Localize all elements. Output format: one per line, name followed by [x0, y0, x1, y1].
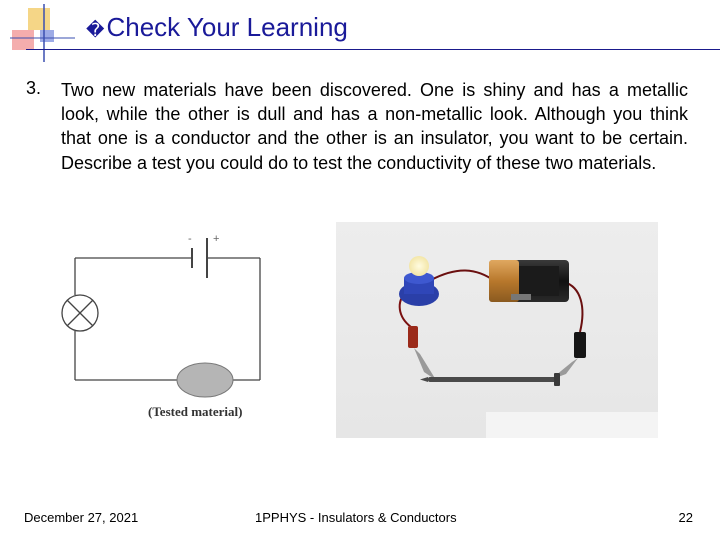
tested-material-shape [177, 363, 233, 397]
footer-page-number: 22 [678, 510, 693, 525]
decorative-corner-squares [0, 0, 75, 62]
slide-title [86, 12, 348, 43]
title-bullet-icon: � [86, 20, 105, 40]
battery-plus-label: + [213, 233, 220, 245]
title-underline [26, 49, 720, 50]
question-number: 3. [26, 78, 42, 98]
tested-material-label: (Tested material) [148, 404, 243, 419]
bulb-symbol-icon [62, 295, 98, 331]
circuit-diagram [55, 228, 315, 428]
title-text: Check Your Learning [106, 12, 348, 42]
circuit-photo [336, 222, 658, 438]
battery-minus-label: - [188, 233, 192, 245]
footer-course: 1PPHYS - Insulators & Conductors [255, 510, 457, 525]
footer-date: December 27, 2021 [24, 510, 139, 525]
question-text: Two new materials have been discovered. One is shiny and has a metallic look, while the other is dull and has a non-metallic look. Although you think that one is a conductor and the other is an insulator, you want to be certain. Describe a test you could do to test the conductivity of these two materials. [61, 80, 688, 173]
